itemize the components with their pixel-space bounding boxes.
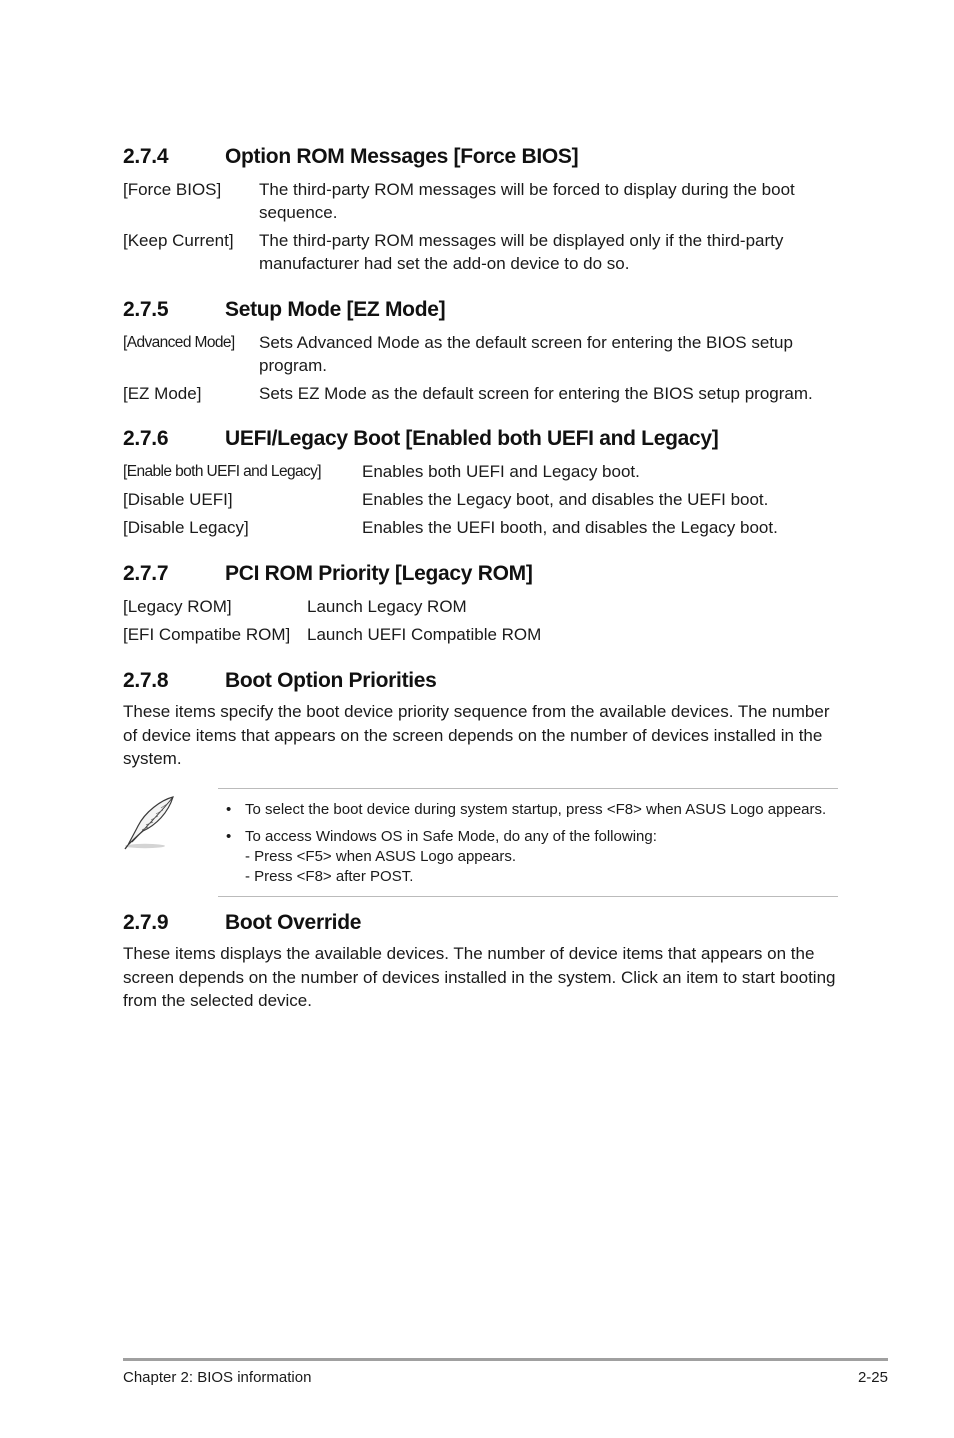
section-heading	[123, 669, 838, 697]
quill-pen-icon	[123, 794, 179, 850]
option-key: [Enable both UEFI and Legacy]	[123, 463, 322, 480]
option-row	[123, 229, 838, 275]
note-list	[226, 800, 836, 894]
section-heading	[123, 911, 838, 939]
section-paragraph: These items specify the boot device priority sequence from the available devices. The number of device items that appears on the screen depends on the number of devices installed in the system.	[123, 702, 830, 768]
section-setup-mode	[123, 298, 838, 405]
section-title: Boot Option Priorities	[225, 669, 437, 692]
option-row	[123, 178, 838, 224]
note-item	[226, 800, 836, 820]
option-key: [Legacy ROM]	[123, 597, 232, 616]
option-desc: Launch Legacy ROM	[307, 597, 467, 616]
section-title: Option ROM Messages [Force BIOS]	[225, 145, 579, 168]
option-row	[123, 331, 838, 377]
section-number: 2.7.8	[123, 669, 169, 692]
option-key: [Advanced Mode]	[123, 334, 235, 351]
option-desc: Enables both UEFI and Legacy boot.	[362, 462, 640, 481]
note-box	[123, 788, 838, 897]
option-desc: Sets EZ Mode as the default screen for entering the BIOS setup program.	[259, 384, 813, 403]
section-heading	[123, 145, 838, 173]
section-number: 2.7.4	[123, 145, 169, 168]
option-row	[123, 460, 838, 483]
section-uefi-legacy-boot	[123, 427, 838, 539]
section-title: UEFI/Legacy Boot [Enabled both UEFI and Legacy]	[225, 427, 719, 450]
bullet: •	[226, 801, 232, 818]
section-number: 2.7.9	[123, 911, 169, 934]
option-desc: Enables the Legacy boot, and disables the UEFI boot.	[362, 490, 769, 509]
option-key: [Force BIOS]	[123, 180, 222, 199]
option-row	[123, 516, 838, 539]
option-desc: The third-party ROM messages will be displayed only if the third-party manufacturer had set the add-on device to do so.	[259, 231, 784, 273]
option-key: [EFI Compatibe ROM]	[123, 625, 291, 644]
section-title: PCI ROM Priority [Legacy ROM]	[225, 562, 533, 585]
option-row	[123, 382, 838, 405]
option-key: [Disable Legacy]	[123, 518, 249, 537]
section-number: 2.7.7	[123, 562, 169, 585]
option-desc: The third-party ROM messages will be forced to display during the boot sequence.	[259, 180, 795, 222]
note-divider-top	[218, 788, 838, 789]
note-subitem: - Press <F8> after POST.	[245, 868, 414, 885]
footer-rule	[123, 1358, 888, 1361]
section-number: 2.7.6	[123, 427, 169, 450]
note-subitem: - Press <F5> when ASUS Logo appears.	[245, 848, 516, 865]
section-boot-option-priorities	[123, 669, 838, 771]
section-pci-rom-priority	[123, 562, 838, 646]
section-heading	[123, 562, 838, 590]
option-key: [Keep Current]	[123, 231, 234, 250]
page-footer	[123, 1358, 888, 1387]
note-item-text: To select the boot device during system startup, press <F8> when ASUS Logo appears.	[245, 801, 827, 818]
note-item	[226, 827, 836, 887]
page-number: 2-25	[857, 1369, 888, 1386]
section-boot-override	[123, 911, 838, 1013]
note-item-text: To access Windows OS in Safe Mode, do any of the following:	[245, 828, 657, 845]
section-heading	[123, 427, 838, 455]
section-title: Boot Override	[225, 911, 362, 934]
option-desc: Enables the UEFI booth, and disables the Legacy boot.	[362, 518, 778, 537]
section-title: Setup Mode [EZ Mode]	[225, 298, 446, 321]
section-paragraph: These items displays the available devices. The number of device items that appears on the screen depends on the number of devices installed in the system. Click an item to start booting from the selected device.	[123, 944, 836, 1010]
note-divider-bottom	[218, 896, 838, 897]
option-desc: Sets Advanced Mode as the default screen for entering the BIOS setup program.	[259, 333, 793, 375]
section-option-rom-messages	[123, 145, 838, 275]
bullet: •	[226, 828, 232, 845]
option-key: [Disable UEFI]	[123, 490, 233, 509]
option-desc: Launch UEFI Compatible ROM	[307, 625, 542, 644]
option-row	[123, 623, 838, 646]
section-heading	[123, 298, 838, 326]
option-row	[123, 595, 838, 618]
option-row	[123, 488, 838, 511]
option-key: [EZ Mode]	[123, 384, 202, 403]
footer-row	[123, 1367, 888, 1387]
footer-chapter: Chapter 2: BIOS information	[123, 1369, 312, 1386]
section-number: 2.7.5	[123, 298, 169, 321]
